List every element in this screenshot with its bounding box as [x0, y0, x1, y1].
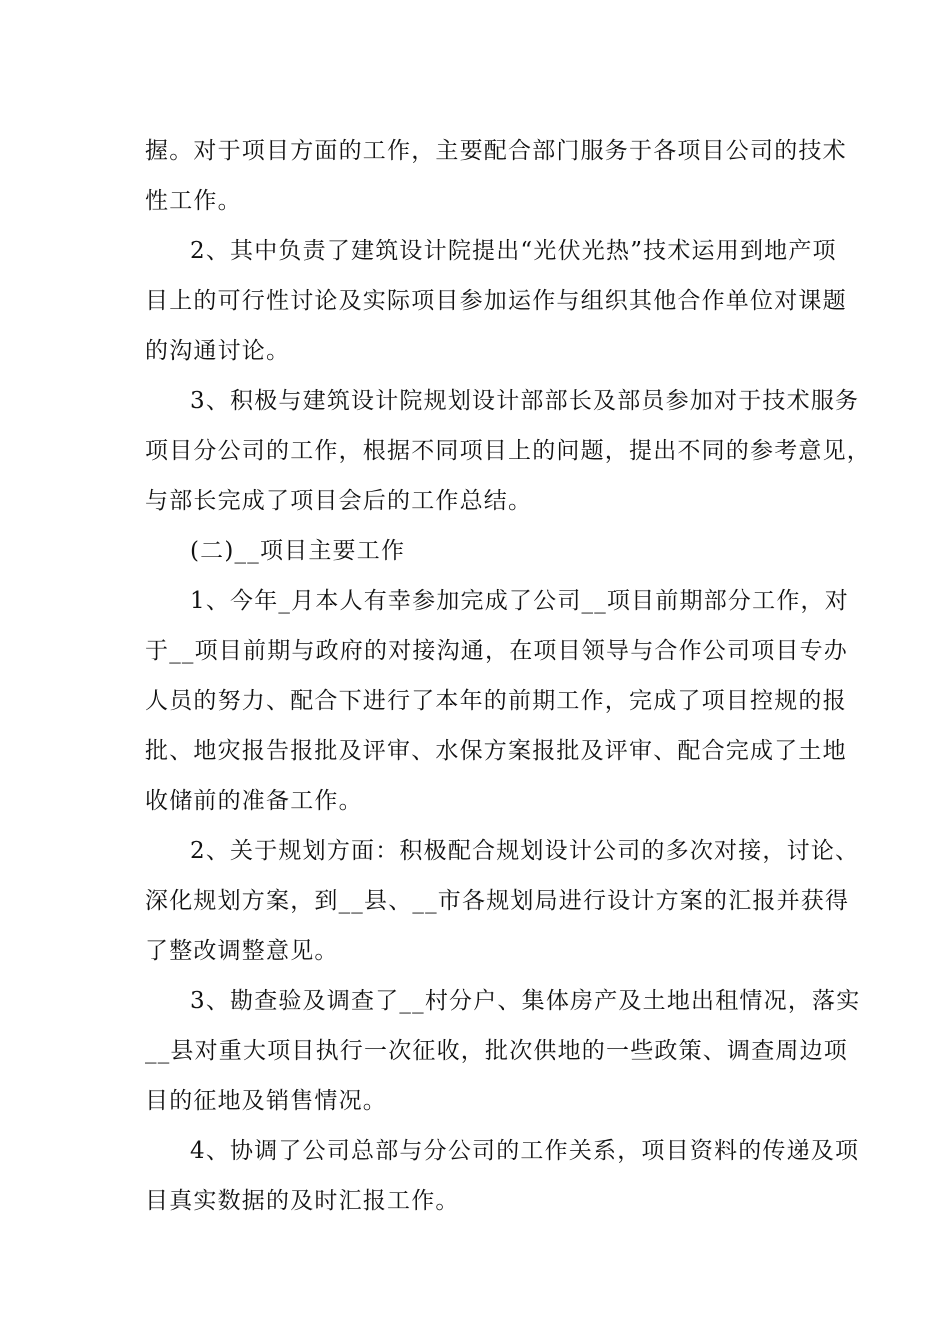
text-line: 与部长完成了项目会后的工作总结。 — [145, 488, 533, 514]
text-line: 性工作。 — [145, 188, 242, 214]
text-line: 3、积极与建筑设计院规划设计部部长及部员参加对于技术服务 — [190, 388, 860, 414]
text-line: 了整改调整意见。 — [145, 938, 339, 964]
text-line: 握。对于项目方面的工作，主要配合部门服务于各项目公司的技术 — [145, 138, 847, 164]
text-line: 于__项目前期与政府的对接沟通，在项目领导与合作公司项目专办 — [145, 638, 848, 664]
text-line: 收储前的准备工作。 — [145, 788, 363, 814]
text-line: 2、关于规划方面：积极配合规划设计公司的多次对接，讨论、 — [190, 838, 860, 864]
text-line: 批、地灾报告报批及评审、水保方案报批及评审、配合完成了土地 — [145, 738, 847, 764]
text-line: 人员的努力、配合下进行了本年的前期工作，完成了项目控规的报 — [145, 688, 847, 714]
text-line: 2、其中负责了建筑设计院提出“光伏光热”技术运用到地产项 — [190, 238, 837, 264]
text-line: 目的征地及销售情况。 — [145, 1088, 387, 1114]
text-line: 3、勘查验及调查了__村分户、集体房产及土地出租情况，落实 — [190, 988, 861, 1014]
text-line: 4、协调了公司总部与分公司的工作关系，项目资料的传递及项 — [190, 1138, 860, 1164]
text-line: 的沟通讨论。 — [145, 338, 291, 364]
text-line: 1、今年_月本人有幸参加完成了公司__项目前期部分工作，对 — [190, 588, 849, 614]
text-line: 目真实数据的及时汇报工作。 — [145, 1188, 460, 1214]
section-heading: (二)__项目主要工作 — [190, 538, 406, 564]
text-line: 目上的可行性讨论及实际项目参加运作与组织其他合作单位对课题 — [145, 288, 847, 314]
text-line: __县对重大项目执行一次征收，批次供地的一些政策、调查周边项 — [145, 1038, 848, 1064]
text-line: 深化规划方案，到__县、__市各规划局进行设计方案的汇报并获得 — [145, 888, 850, 914]
text-line: 项目分公司的工作，根据不同项目上的问题，提出不同的参考意见， — [145, 438, 871, 464]
